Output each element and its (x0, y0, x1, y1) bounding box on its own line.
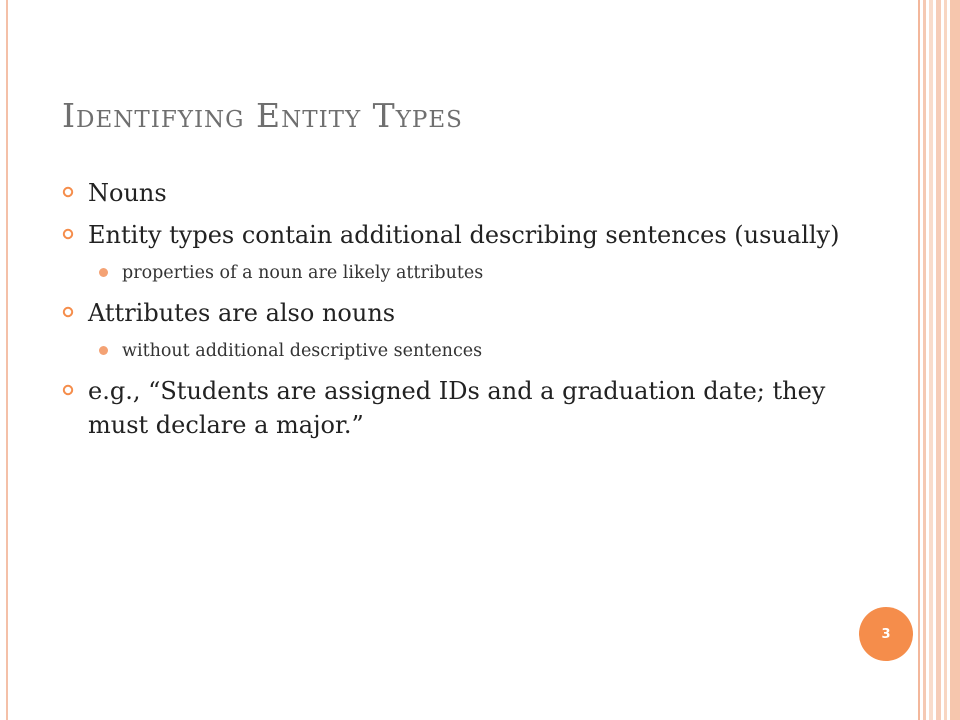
right-decor-stripe (918, 0, 920, 720)
page-number-badge (859, 607, 913, 661)
bullet-item (62, 176, 862, 210)
filled-dot-bullet-icon (99, 346, 108, 355)
sub-bullet-item (62, 338, 862, 364)
hollow-circle-bullet-icon (62, 306, 74, 318)
right-decor-stripe (923, 0, 926, 720)
hollow-circle-bullet-icon (62, 186, 74, 198)
filled-dot-bullet-icon (99, 268, 108, 277)
left-border-line (6, 0, 8, 720)
right-decor-stripe (936, 0, 941, 720)
slide-title: Identifying Entity Types (62, 96, 463, 135)
hollow-circle-bullet-icon (62, 384, 74, 396)
right-decor-stripe (929, 0, 933, 720)
sub-bullet-item (62, 260, 862, 286)
page-number: 3 (881, 626, 891, 642)
sub-bullet-text: properties of a noun are likely attributes (122, 263, 484, 283)
hollow-circle-bullet-icon (62, 228, 74, 240)
bullet-text: Entity types contain additional describing sentences (usually) (88, 221, 840, 249)
bullet-text: Nouns (88, 179, 167, 207)
bullet-item (62, 296, 862, 330)
slide-content (62, 176, 862, 450)
sub-bullet-text: without additional descriptive sentences (122, 341, 483, 361)
bullet-item (62, 374, 862, 442)
bullet-text: e.g., “Students are assigned IDs and a graduation date; they must declare a major.” (88, 377, 826, 439)
bullet-text: Attributes are also nouns (88, 299, 396, 327)
bullet-item (62, 218, 862, 252)
right-decor-stripe (944, 0, 947, 720)
right-decor-stripe (950, 0, 960, 720)
